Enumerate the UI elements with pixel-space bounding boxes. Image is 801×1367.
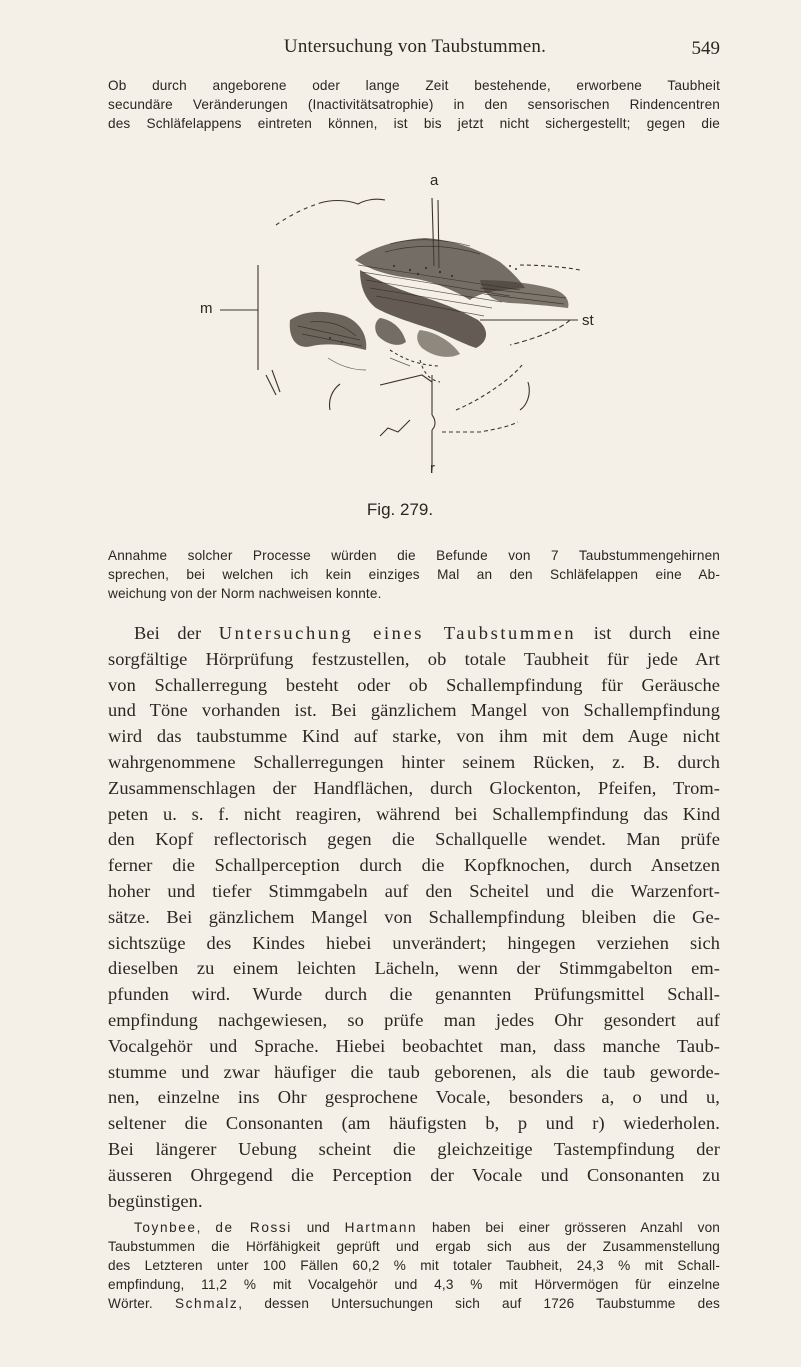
text-line: wird das taubstumme Kind auf starke, von ihm mit dem Auge nicht: [108, 726, 720, 747]
text-line: Annahme solcher Processe würden die Befunde von 7 Taubstummengehirnen: [108, 548, 720, 563]
figure-label-r: r: [430, 460, 435, 477]
text-line-first: [108, 621, 720, 647]
running-title: Untersuchung von Taubstummen.: [283, 36, 547, 57]
text-line: begünstigen.: [108, 1190, 203, 1211]
lead-text: Wörter.: [108, 1296, 175, 1311]
text-line: Vocalgehör und Sprache. Hiebei beobachtet man, dass manche Taub-: [108, 1035, 720, 1056]
text-line: Bei längerer Uebung scheint die gleichzeitige Tastempfindung der: [108, 1138, 720, 1159]
text-line: und Töne vorhanden ist. Bei gänzlichem Mangel von Schallempfindung: [108, 700, 720, 721]
text-line: des Letzteren unter 100 Fällen 60,2 % mit totaler Taubheit, 24,3 % mit Schall-: [108, 1258, 720, 1273]
text-line: sätze. Bei gänzlichem Mangel von Schallempfindung bleiben die Ge-: [108, 906, 720, 927]
intro-paragraph: [108, 76, 720, 133]
main-paragraph: [108, 621, 720, 1214]
figure-caption: Fig. 279.: [366, 500, 434, 519]
text-line: Ob durch angeborene oder lange Zeit bestehende, erworbene Taubheit: [108, 78, 720, 93]
separator-text: ,: [196, 1220, 216, 1235]
text-line: empfindung, 11,2 % mit Vocalgehör und 4,3 % mit Hörvermögen für einzelne: [108, 1277, 720, 1292]
text-line: ferner die Schallperception durch die Kopfknochen, durch Ansetzen: [108, 855, 720, 876]
text-line: dieselben zu einem leichten Lächeln, wenn der Stimmgabelton em-: [108, 958, 720, 979]
brain-section-figure: [180, 170, 620, 535]
author-name: Hartmann: [344, 1220, 418, 1235]
after-figure-paragraph: [108, 546, 720, 603]
text-line: nen, einzelne ins Ohr gesprochene Vocale, besonders a, o und u,: [108, 1087, 720, 1108]
text-line: hoher und tiefer Stimmgabeln auf den Scheitel und die Warzenfort-: [108, 880, 720, 901]
lead-text: Bei der: [134, 623, 219, 643]
emphasized-term: Untersuchung eines Taubstummen: [218, 623, 577, 643]
figure-label-a: a: [430, 172, 439, 189]
closing-paragraph: [108, 1218, 720, 1313]
page-number: 549: [691, 38, 720, 59]
text-line: seltener die Consonanten (am häufigsten b, p und r) wiederholen.: [108, 1113, 720, 1134]
author-name: Toynbee: [134, 1220, 197, 1235]
text-line: den Kopf reflectorisch gegen die Schallquelle wendet. Man prüfe: [108, 829, 720, 850]
text-line: Taubstummen die Hörfähigkeit geprüft und ergab sich aus der Zusammenstellung: [108, 1239, 720, 1254]
running-header: [110, 36, 720, 66]
author-name: Schmalz: [174, 1296, 239, 1311]
author-name: de Rossi: [215, 1220, 292, 1235]
text-line: sichtszüge des Kindes hiebei unverändert; hingegen verziehen sich: [108, 932, 720, 953]
figure-label-m: m: [200, 300, 213, 317]
text-line: pfunden wird. Wurde durch die genannten Prüfungsmittel Schall-: [108, 984, 720, 1005]
text-line: äusseren Ohrgegend die Perception der Vocale und Consonanten zu: [108, 1164, 720, 1185]
figure-label-st: st: [582, 312, 594, 329]
text-line: secundäre Veränderungen (Inactivitätsatrophie) in den sensorischen Rindencentren: [108, 97, 720, 112]
text-line: sorgfältige Hörprüfung festzustellen, ob totale Taubheit für jede Art: [108, 648, 720, 669]
text-line: peten u. s. f. nicht reagiren, während bei Schallempfindung das Kind: [108, 803, 720, 824]
text-line: von Schallerregung besteht oder ob Schallempfindung für Geräusche: [108, 674, 720, 695]
text-line: Zusammenschlagen der Handflächen, durch Glockenton, Pfeifen, Trom-: [108, 777, 720, 798]
text-line-last: [108, 1294, 720, 1313]
text-line: empfindung nachgewiesen, so prüfe man jedes Ohr gesondert auf: [108, 1009, 720, 1030]
brain-section-drawing: [180, 170, 620, 470]
line-rest: , dessen Untersuchungen sich auf 1726 Taubstumme des: [238, 1296, 720, 1311]
line-rest: ist durch eine: [576, 623, 720, 643]
text-line: des Schläfelappens eintreten können, ist bis jetzt nicht sichergestellt; gegen die: [108, 116, 720, 131]
text-line: sprechen, bei welchen ich kein einziges Mal an den Schläfelappen eine Ab-: [108, 567, 720, 582]
text-line-first: [108, 1218, 720, 1237]
line-rest: haben bei einer grösseren Anzahl von: [417, 1220, 720, 1235]
text-line: wahrgenommene Schallerregungen hinter seinem Rücken, z. B. durch: [108, 751, 720, 772]
text-line: stumme und zwar häufiger die taub geborenen, als die taub geworde-: [108, 1061, 720, 1082]
separator-text: und: [291, 1220, 345, 1235]
text-line: weichung von der Norm nachweisen konnte.: [108, 586, 382, 601]
